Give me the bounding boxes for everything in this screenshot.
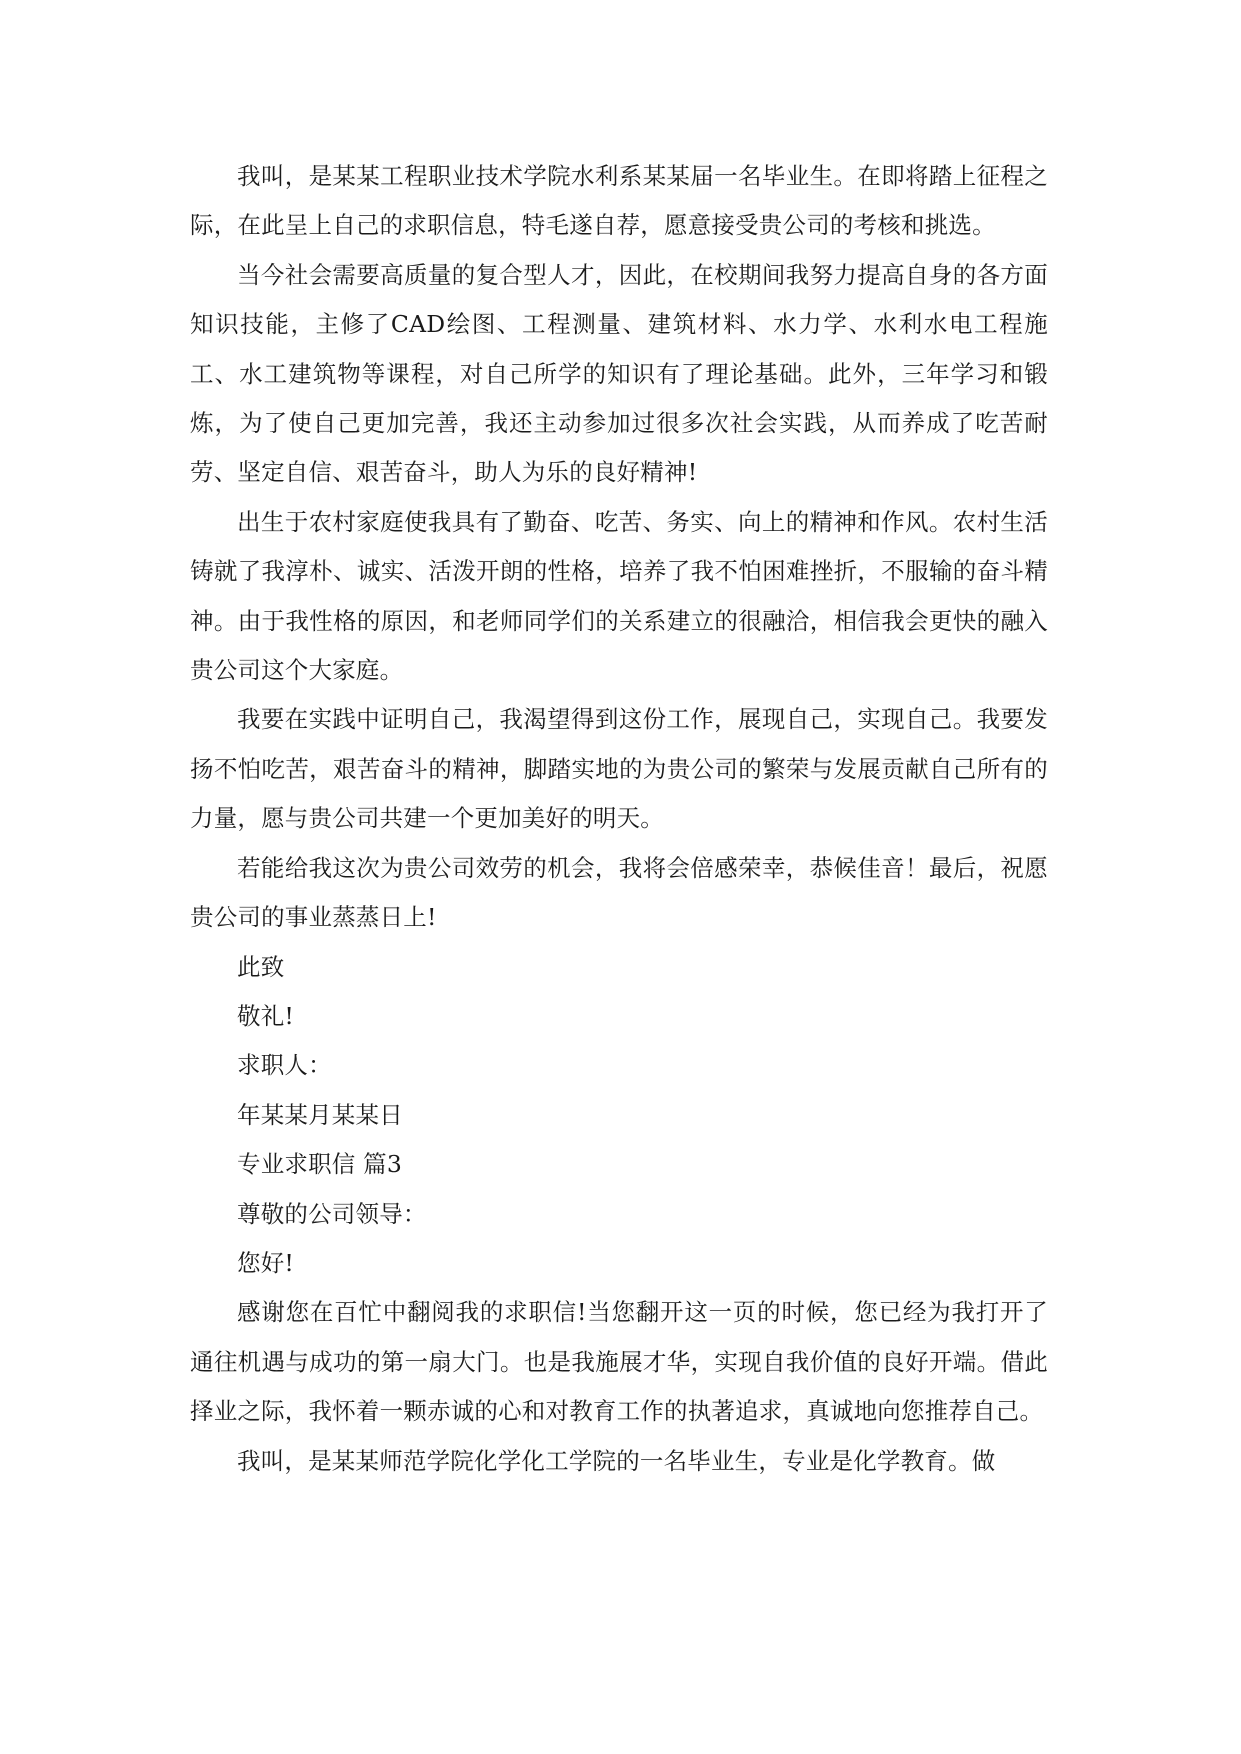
closing-respect: 敬礼! — [237, 1001, 295, 1030]
applicant-label: 求职人： — [237, 1051, 332, 1080]
letter3-paragraph-intro: 我叫，是某某师范学院化学化工学院的一名毕业生，专业是化学教育。做 — [237, 1446, 996, 1475]
date-line: 年某某月某某日 — [237, 1100, 403, 1129]
paragraph-skills: 当今社会需要高质量的复合型人才，因此，在校期间我努力提高自身的各方面知识技能，主修了CAD绘图、工程测量、建筑材料、水力学、水利水电工程施工、水工建筑物等课程，对自己所学的知识有了理论基础。此外，三年学习和锻炼，为了使自己更加完善，我还主动参加过很多次社会实践，从而养成了吃苦耐劳、坚定自信、艰苦奋斗，助人为乐的良好精神! — [190, 260, 1048, 487]
paragraph-closing-wish: 若能给我这次为贵公司效劳的机会，我将会倍感荣幸，恭候佳音！最后，祝愿贵公司的事业蒸蒸日上! — [190, 853, 1048, 932]
paragraph-background: 出生于农村家庭使我具有了勤奋、吃苦、务实、向上的精神和作风。农村生活铸就了我淳朴、诚实、活泼开朗的性格，培养了我不怕困难挫折，不服输的奋斗精神。由于我性格的原因，和老师同学们的关系建立的很融洽，相信我会更快的融入贵公司这个大家庭。 — [190, 507, 1048, 685]
closing-salutation: 此致 — [237, 952, 285, 981]
paragraph-intro: 我叫，是某某工程职业技术学院水利系某某届一名毕业生。在即将踏上征程之际，在此呈上自己的求职信息，特毛遂自荐，愿意接受贵公司的考核和挑选。 — [190, 162, 1048, 240]
paragraph-aspiration: 我要在实践中证明自己，我渴望得到这份工作，展现自己，实现自己。我要发扬不怕吃苦，艰苦奋斗的精神，脚踏实地的为贵公司的繁荣与发展贡献自己所有的力量，愿与贵公司共建一个更加美好的明天。 — [190, 705, 1048, 833]
section-title: 专业求职信 篇3 — [237, 1150, 403, 1179]
letter3-greeting: 尊敬的公司领导： — [237, 1199, 427, 1228]
letter3-paragraph-thanks: 感谢您在百忙中翻阅我的求职信!当您翻开这一页的时候，您已经为我打开了通往机遇与成功的第一扇大门。也是我施展才华，实现自我价值的良好开端。借此择业之际，我怀着一颗赤诚的心和对教育工作的执著追求，真诚地向您推荐自己。 — [190, 1298, 1048, 1426]
letter3-hello: 您好! — [237, 1248, 295, 1277]
document-page — [190, 152, 1048, 1486]
